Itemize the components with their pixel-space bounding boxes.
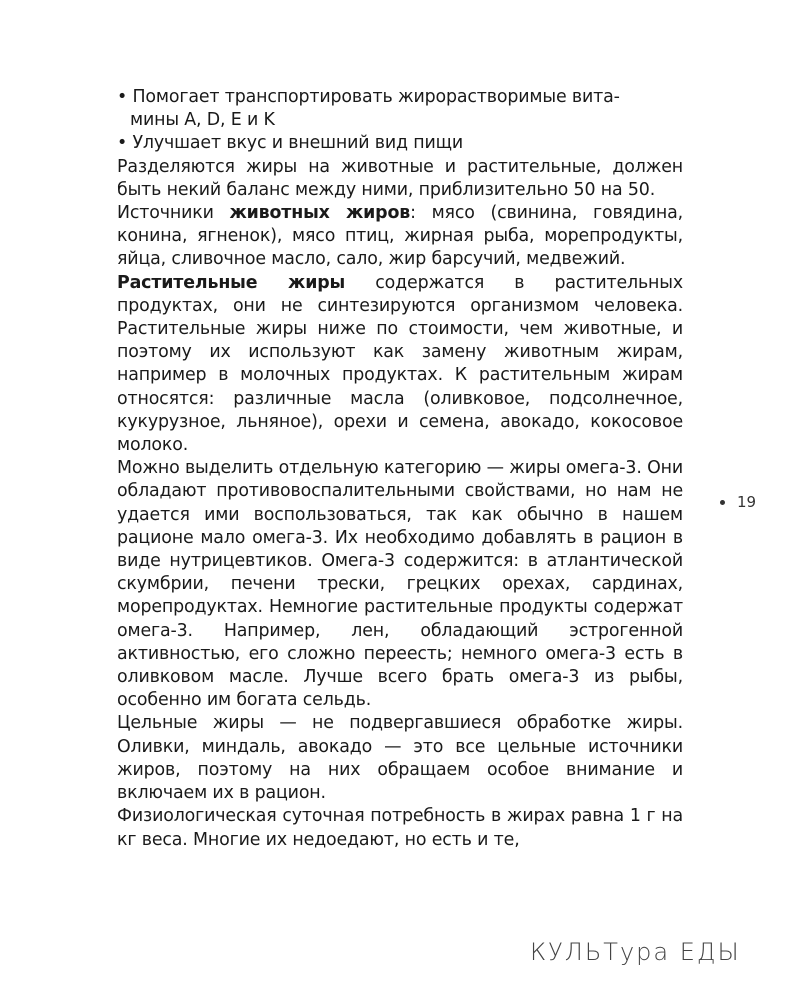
paragraph: Разделяются жиры на животные и растительные, должен быть некий баланс между ними, приблизительно 50 на 50. — [117, 156, 683, 200]
paragraph: Растительные жиры содержатся в растительных продуктах, они не синтезируются организмом человека. Растительные жиры ниже по стоимости, чем животные, и поэтому их используют как замену животным жирам, например в молочных продуктах. К растительным жирам относятся: различные масла (оливковое, подсолнечное, кукурузное, льняное), орехи и семена, авокадо, кокосовое молоко. — [117, 272, 684, 456]
paragraph: Физиологическая суточная потребность в жирах равна 1 г на кг веса. Многие их недоедают, но есть и те, — [117, 806, 683, 850]
running-footer: КУЛЬТура ЕДЫ — [530, 938, 741, 966]
paragraph: Источники животных жиров: мясо (свинина, говядина, конина, ягненок), мясо птиц, жирная рыба, морепродукты, яйца, сливочное масло, сало, жир барсучий, медвежий. — [117, 203, 683, 270]
paragraph: Можно выделить отдельную категорию — жиры омега-3. Они обладают противовоспалительными свойствами, но нам не удается ими воспользоваться, так как обычно в нашем рационе мало омега-3. Их необходимо добавлять в рацион в виде нутрицевтиков. Омега-3 содержится: в атлантической скумбрии, печени трески, грецких орехах, сардинах, морепродуктах. Немногие растительные продукты содержат омега-3. Например, лен, обладающий эстрогенной активностью, его сложно переесть; немного омега-3 есть в оливковом масле. Лучше всего брать омега-3 из рыбы, особенно им богата сельдь. — [117, 458, 683, 711]
body-text — [117, 86, 683, 852]
bullet-item: • Помогает транспортировать жирорастворимые вита- мины A, D, E и K — [117, 87, 620, 131]
page-number — [720, 493, 756, 511]
bullet-dot-icon — [720, 500, 725, 505]
bullet-item: • Улучшает вкус и внешний вид пищи — [117, 133, 464, 154]
paragraph: Цельные жиры — не подвергавшиеся обработке жиры. Оливки, миндаль, авокадо — это все цельные источники жиров, поэтому на них обращаем особое внимание и включаем их в рацион. — [117, 713, 683, 804]
page-number-text: 19 — [737, 493, 757, 511]
